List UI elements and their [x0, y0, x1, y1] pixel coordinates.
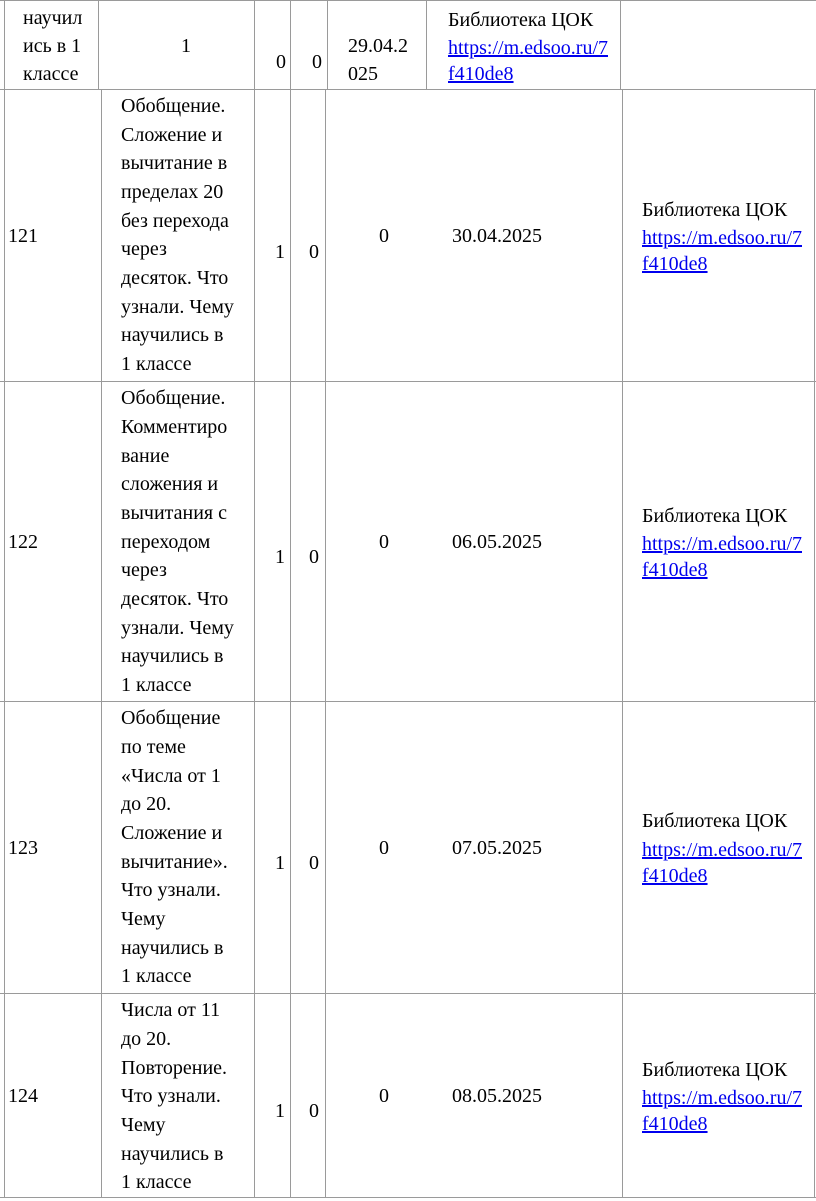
resource-link[interactable]: f410de8 [642, 865, 708, 887]
topic-line: сложения и [121, 473, 219, 495]
hours-practice: 0 [379, 837, 389, 859]
topic-line: Комментиро [121, 416, 228, 438]
lesson-date: 08.05.2025 [452, 1085, 542, 1107]
topic-line: ись в 1 [23, 35, 82, 57]
resource-link[interactable]: https://m.edsoo.ru/7 [642, 533, 802, 555]
hours-practice: 0 [379, 1085, 389, 1107]
topic-line: научились в [121, 324, 224, 346]
topic-line: до 20. [121, 793, 172, 815]
topic-line: Сложение и [121, 822, 223, 844]
lesson-date: 06.05.2025 [452, 531, 542, 553]
row-border [0, 381, 816, 382]
topic-line: Обобщение. [121, 387, 226, 409]
resource-link[interactable]: f410de8 [642, 253, 708, 275]
topic-line: научились в [121, 1143, 224, 1165]
topic-line: «Числа от 1 [121, 765, 221, 787]
topic-line: по теме [121, 736, 186, 758]
topic-line: Чему [121, 1114, 166, 1136]
resource-link[interactable]: https://m.edsoo.ru/7 [642, 227, 802, 249]
topic-line: Что узнали. [121, 1085, 221, 1107]
hours-test: 0 [309, 241, 319, 263]
resource-title: Библиотека ЦОК [642, 505, 788, 527]
row-border [0, 701, 816, 702]
col-border [327, 0, 328, 89]
row-border [0, 993, 816, 994]
resource-link[interactable]: https://m.edsoo.ru/7 [642, 1087, 802, 1109]
lesson-date: 29.04.2 [348, 35, 408, 57]
topic-line: Обобщение. [121, 95, 226, 117]
col-border [254, 0, 255, 1197]
topic-line: Обобщение [121, 707, 221, 729]
hours-practice: 0 [379, 225, 389, 247]
topic-line: переходом [121, 531, 211, 553]
topic-line: 1 классе [121, 965, 192, 987]
col-border [98, 0, 99, 89]
resource-link[interactable]: https://m.edsoo.ru/7 [642, 839, 802, 861]
topic-line: десяток. Что [121, 588, 229, 610]
topic-line: Сложение и [121, 124, 223, 146]
col-border [814, 89, 815, 1197]
resource-link[interactable]: f410de8 [448, 63, 514, 85]
resource-title: Библиотека ЦОК [642, 1059, 788, 1081]
resource-title: Библиотека ЦОК [642, 810, 788, 832]
topic-line: классе [23, 63, 79, 85]
hours-total: 1 [275, 241, 285, 263]
topic-line: научил [23, 7, 83, 29]
col-border [4, 0, 5, 1197]
topic-line: вание [121, 445, 170, 467]
topic-line: вычитание в [121, 152, 228, 174]
lesson-number: 123 [8, 837, 38, 859]
col-border [620, 0, 621, 89]
hours-practice: 0 [312, 51, 322, 73]
hours-test: 0 [309, 546, 319, 568]
topic-line: Числа от 11 [121, 999, 221, 1021]
resource-link[interactable]: https://m.edsoo.ru/7 [448, 37, 608, 59]
topic-line: десяток. Что [121, 267, 229, 289]
topic-line: 1 классе [121, 674, 192, 696]
topic-line: узнали. Чему [121, 296, 234, 318]
topic-line: через [121, 238, 167, 260]
topic-line: Повторение. [121, 1057, 228, 1079]
row-border [0, 89, 816, 90]
lesson-number: 124 [8, 1085, 38, 1107]
col-border [290, 0, 291, 1197]
hours-total: 1 [275, 546, 285, 568]
lesson-number: 122 [8, 531, 38, 553]
col-border [622, 89, 623, 1197]
topic-line: вычитание». [121, 851, 228, 873]
lesson-date: 30.04.2025 [452, 225, 542, 247]
topic-line: Чему [121, 908, 166, 930]
resource-link[interactable]: f410de8 [642, 1113, 708, 1135]
topic-line: научились в [121, 645, 224, 667]
topic-line: через [121, 559, 167, 581]
resource-title: Библиотека ЦОК [448, 9, 594, 31]
topic-line: научились в [121, 937, 224, 959]
row-border [0, 0, 816, 1]
hours-practice: 0 [379, 531, 389, 553]
row-border [0, 1197, 816, 1198]
hours-test: 0 [309, 852, 319, 874]
hours-total: 1 [181, 35, 191, 57]
resource-title: Библиотека ЦОК [642, 199, 788, 221]
topic-line: Что узнали. [121, 879, 221, 901]
lesson-number: 121 [8, 225, 38, 247]
col-border [426, 0, 427, 89]
lesson-date: 025 [348, 63, 378, 85]
resource-link[interactable]: f410de8 [642, 559, 708, 581]
topic-line: вычитания с [121, 502, 227, 524]
topic-line: до 20. [121, 1028, 172, 1050]
topic-line: узнали. Чему [121, 617, 234, 639]
hours-total: 1 [275, 852, 285, 874]
lesson-date: 07.05.2025 [452, 837, 542, 859]
topic-line: 1 классе [121, 1171, 192, 1193]
col-border [325, 89, 326, 1197]
col-border [101, 89, 102, 1197]
hours-test: 0 [309, 1100, 319, 1122]
topic-line: пределах 20 [121, 181, 224, 203]
topic-line: без перехода [121, 210, 229, 232]
topic-line: 1 классе [121, 353, 192, 375]
hours-total: 1 [275, 1100, 285, 1122]
hours-test: 0 [276, 51, 286, 73]
